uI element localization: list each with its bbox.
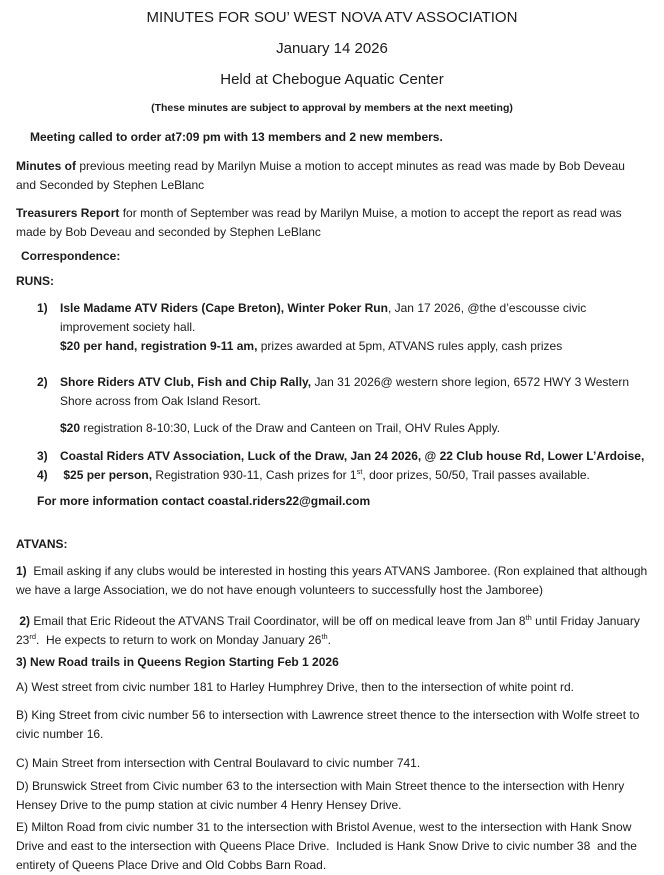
run-item [16, 447, 648, 466]
run-item-body [60, 299, 648, 356]
atvans-items [16, 562, 651, 672]
doc-date: January 14 2026 [276, 40, 388, 57]
doc-location: Held at Chebogue Aquatic Center [220, 71, 444, 88]
road-items [16, 678, 648, 875]
atvans-paragraph: 3) New Road trails in Queens Region Starting Feb 1 2026 [16, 655, 339, 669]
run-item-body [60, 447, 648, 466]
minutes-paragraph: Minutes of previous meeting read by Marilyn Muise a motion to accept minutes as read was made by Bob Deveau and Seconded by Stephen LeBlanc [16, 159, 629, 192]
runs-list [16, 299, 648, 485]
run-item [16, 373, 648, 438]
run-item-body [60, 466, 648, 485]
run-item-number: 4) [37, 468, 48, 482]
road-paragraph: A) West street from civic number 181 to Harley Humphrey Drive, then to the intersection of white point rd. [16, 680, 575, 694]
run-item-number: 1) [37, 301, 48, 315]
road-paragraph: D) Brunswick Street from Civic number 63 to the intersection with Main Street thence to the intersection with Henry Hensey Drive to the pump station at civic number 4 Henry Hensey Drive. [16, 779, 628, 812]
run-item-text: Coastal Riders ATV Association, Luck of the Draw, Jan 24 2026, @ 22 Club house Rd, Lower L’Ardoise, [60, 449, 645, 463]
run-item-text: $20 per hand, registration 9-11 am, prizes awarded at 5pm, ATVANS rules apply, cash prizes [60, 339, 563, 353]
approval-note: (These minutes are subject to approval by members at the next meeting) [151, 102, 513, 114]
correspondence-heading: Correspondence: [21, 249, 121, 263]
road-paragraph: C) Main Street from intersection with Central Boulavard to civic number 741. [16, 756, 421, 770]
run-item-text: Isle Madame ATV Riders (Cape Breton), Winter Poker Run, Jan 17 2026, @the d’escousse civic improvement society hall. [60, 301, 590, 334]
atvans-paragraph: 2) Email that Eric Rideout the ATVANS Trail Coordinator, will be off on medical leave from Jan 8th until Friday January 23rd. He expects to return to work on Monday January 26th. [16, 613, 644, 647]
run-item-body [60, 373, 648, 438]
runs-heading: RUNS: [16, 274, 54, 288]
road-paragraph: E) Milton Road from civic number 31 to the intersection with Bristol Avenue, west to the intersection with Hank Snow Drive and east to the intersection with Queens Place Drive. Included is Hank Snow Drive to civic number 38 and the entirety of Queens Place Drive and Old Cobbs Barn Road. [16, 820, 641, 872]
run-item-text: $25 per person, Registration 930-11, Cash prizes for 1st, door prizes, 50/50, Trail passes available. [60, 467, 590, 482]
run-item [16, 466, 648, 485]
run-item-text: Shore Riders ATV Club, Fish and Chip Rally, Jan 31 2026@ western shore legion, 6572 HWY 3 Western Shore across from Oak Island Resort. [60, 375, 633, 408]
run-item-number: 3) [37, 449, 48, 463]
atvans-paragraph: 1) Email asking if any clubs would be interested in hosting this years ATVANS Jamboree. (Ron explained that although we have a large Association, we do not have enough volunteers to successfully host the Jamboree) [16, 564, 651, 597]
called-to-order-line: Meeting called to order at7:09 pm with 13 members and 2 new members. [30, 130, 443, 144]
run-item-text: $20 registration 8-10:30, Luck of the Draw and Canteen on Trail, OHV Rules Apply. [60, 421, 501, 435]
road-paragraph: B) King Street from civic number 56 to intersection with Lawrence street thence to the intersection with Wolfe street to civic number 16. [16, 708, 643, 741]
treasurers-paragraph: Treasurers Report for month of September was read by Marilyn Muise, a motion to accept the report as read was made by Bob Deveau and seconded by Stephen LeBlanc [16, 206, 625, 239]
doc-title: MINUTES FOR SOU’ WEST NOVA ATV ASSOCIATION [146, 9, 518, 26]
contact-line: For more information contact coastal.riders22@gmail.com [37, 494, 371, 508]
run-item [16, 299, 648, 356]
atvans-heading: ATVANS: [16, 537, 68, 551]
run-item-number: 2) [37, 375, 48, 389]
